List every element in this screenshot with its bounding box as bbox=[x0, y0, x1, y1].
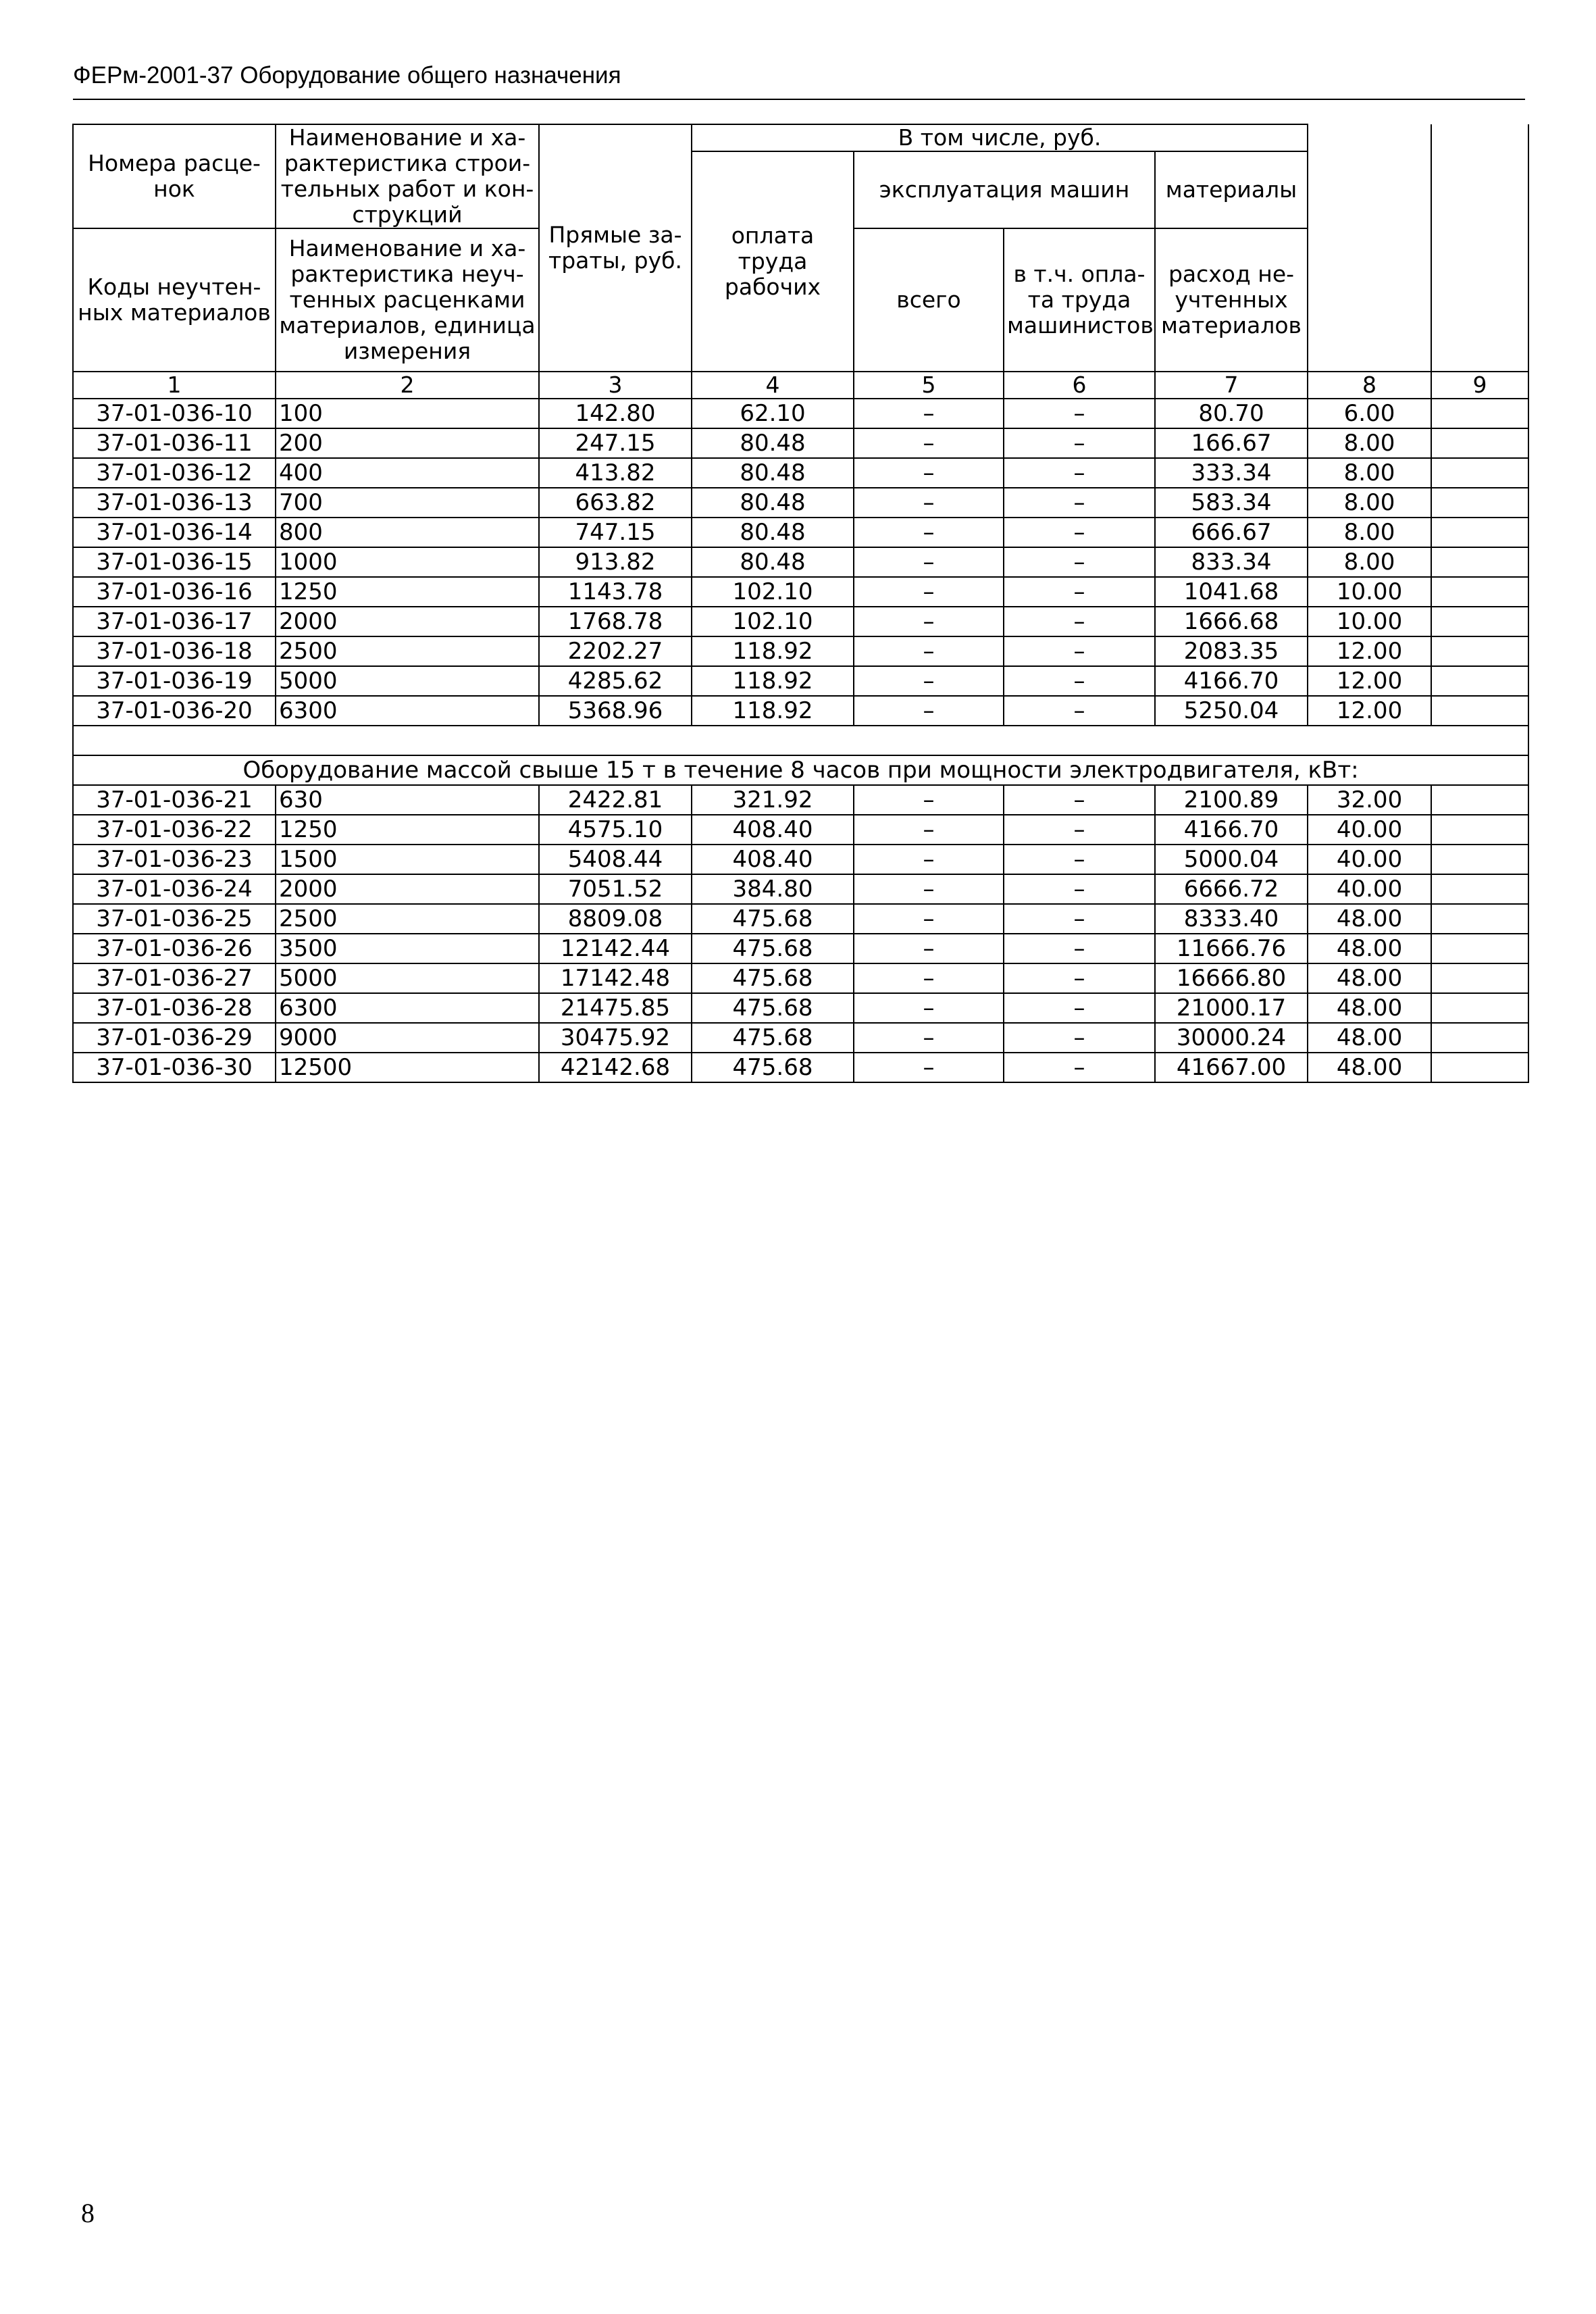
table-cell: – bbox=[854, 399, 1004, 428]
table-cell: – bbox=[1004, 518, 1155, 547]
table-cell: – bbox=[854, 607, 1004, 636]
table-cell: 80.48 bbox=[692, 488, 854, 518]
table-cell: – bbox=[854, 963, 1004, 993]
table-cell: – bbox=[854, 636, 1004, 666]
table-cell: 8.00 bbox=[1308, 488, 1431, 518]
table-row bbox=[73, 458, 1528, 488]
table-cell: – bbox=[1004, 815, 1155, 845]
column-number: 9 bbox=[1431, 372, 1528, 399]
table-cell: 32.00 bbox=[1308, 785, 1431, 815]
table-cell bbox=[1431, 815, 1528, 845]
table-cell: 48.00 bbox=[1308, 963, 1431, 993]
document-header: ФЕРм-2001-37 Оборудование общего назначения bbox=[73, 62, 621, 89]
column-number: 7 bbox=[1155, 372, 1308, 399]
section-title: Оборудование массой свыше 15 т в течение 8 часов при мощности электродвигателя, кВт: bbox=[73, 755, 1528, 785]
table-cell: 1000 bbox=[276, 547, 539, 577]
table-cell: – bbox=[1004, 547, 1155, 577]
table-cell: 9000 bbox=[276, 1023, 539, 1053]
table-cell: – bbox=[854, 428, 1004, 458]
table-cell: – bbox=[1004, 1023, 1155, 1053]
table-cell: – bbox=[854, 904, 1004, 934]
table-cell: 5408.44 bbox=[539, 845, 692, 874]
table-cell: 37-01-036-18 bbox=[73, 636, 276, 666]
column-number: 3 bbox=[539, 372, 692, 399]
column-number: 8 bbox=[1308, 372, 1431, 399]
table-row bbox=[73, 666, 1528, 696]
table-row bbox=[73, 934, 1528, 963]
table-cell bbox=[1431, 577, 1528, 607]
table-cell: 118.92 bbox=[692, 696, 854, 726]
table-cell: 102.10 bbox=[692, 607, 854, 636]
table-row bbox=[73, 785, 1528, 815]
table-cell: 2083.35 bbox=[1155, 636, 1308, 666]
table-cell: 700 bbox=[276, 488, 539, 518]
table-cell bbox=[1431, 428, 1528, 458]
table-cell: 1250 bbox=[276, 577, 539, 607]
col4-header: оплата труда рабочих bbox=[692, 151, 854, 372]
table-cell: 247.15 bbox=[539, 428, 692, 458]
table-cell: 475.68 bbox=[692, 963, 854, 993]
materials-header: материалы bbox=[1155, 151, 1308, 228]
rates-table bbox=[72, 124, 1529, 1083]
table-cell: 37-01-036-10 bbox=[73, 399, 276, 428]
table-cell: 8333.40 bbox=[1155, 904, 1308, 934]
table-cell: 630 bbox=[276, 785, 539, 815]
table-cell: 583.34 bbox=[1155, 488, 1308, 518]
table-cell: 37-01-036-14 bbox=[73, 518, 276, 547]
table-cell: 48.00 bbox=[1308, 1053, 1431, 1082]
table-cell bbox=[1431, 518, 1528, 547]
table-cell: 1143.78 bbox=[539, 577, 692, 607]
table-cell: 4166.70 bbox=[1155, 666, 1308, 696]
column-number: 4 bbox=[692, 372, 854, 399]
table-cell bbox=[1431, 458, 1528, 488]
table-cell: 102.10 bbox=[692, 577, 854, 607]
table-cell: 6300 bbox=[276, 696, 539, 726]
table-cell bbox=[1431, 963, 1528, 993]
col6-header: в т.ч. опла-та труда машинистов bbox=[1004, 228, 1155, 372]
table-cell: 37-01-036-19 bbox=[73, 666, 276, 696]
table-cell: 37-01-036-26 bbox=[73, 934, 276, 963]
table-cell: 37-01-036-20 bbox=[73, 696, 276, 726]
table-body-b bbox=[73, 785, 1528, 1082]
table-row bbox=[73, 488, 1528, 518]
table-cell: 48.00 bbox=[1308, 993, 1431, 1023]
table-cell: 80.48 bbox=[692, 547, 854, 577]
col7-header: расход не-учтенных материалов bbox=[1155, 228, 1308, 372]
table-cell: – bbox=[1004, 904, 1155, 934]
table-cell: 40.00 bbox=[1308, 845, 1431, 874]
table-cell: 62.10 bbox=[692, 399, 854, 428]
table-cell: 8809.08 bbox=[539, 904, 692, 934]
table-cell: 40.00 bbox=[1308, 815, 1431, 845]
table-cell: 200 bbox=[276, 428, 539, 458]
table-cell: – bbox=[1004, 874, 1155, 904]
table-row bbox=[73, 815, 1528, 845]
table-cell: – bbox=[854, 518, 1004, 547]
table-cell: – bbox=[854, 577, 1004, 607]
table-cell: 41667.00 bbox=[1155, 1053, 1308, 1082]
table-cell bbox=[1431, 607, 1528, 636]
table-cell: – bbox=[1004, 934, 1155, 963]
table-row bbox=[73, 874, 1528, 904]
table-cell: 8.00 bbox=[1308, 518, 1431, 547]
column-number: 6 bbox=[1004, 372, 1155, 399]
table-cell: – bbox=[1004, 963, 1155, 993]
table-cell: 12.00 bbox=[1308, 696, 1431, 726]
table-cell: 8.00 bbox=[1308, 428, 1431, 458]
table-cell: – bbox=[1004, 399, 1155, 428]
col1-top-header: Номера расце-нок bbox=[73, 124, 276, 228]
table-cell: 12500 bbox=[276, 1053, 539, 1082]
table-cell: 1250 bbox=[276, 815, 539, 845]
table-cell: 7051.52 bbox=[539, 874, 692, 904]
table-cell: 48.00 bbox=[1308, 934, 1431, 963]
table-cell bbox=[1431, 904, 1528, 934]
table-cell: 2500 bbox=[276, 904, 539, 934]
table-cell bbox=[1431, 1053, 1528, 1082]
table-cell: 4575.10 bbox=[539, 815, 692, 845]
table-cell: 833.34 bbox=[1155, 547, 1308, 577]
table-cell: 3500 bbox=[276, 934, 539, 963]
col5-header: всего bbox=[854, 228, 1004, 372]
table-cell: 21000.17 bbox=[1155, 993, 1308, 1023]
table-cell: – bbox=[854, 815, 1004, 845]
table-cell: 12.00 bbox=[1308, 666, 1431, 696]
table-cell bbox=[1431, 696, 1528, 726]
table-row bbox=[73, 607, 1528, 636]
table-cell bbox=[1431, 488, 1528, 518]
table-cell: – bbox=[854, 874, 1004, 904]
table-cell: 6300 bbox=[276, 993, 539, 1023]
table-cell: 666.67 bbox=[1155, 518, 1308, 547]
table-row bbox=[73, 547, 1528, 577]
table-cell: 663.82 bbox=[539, 488, 692, 518]
table-cell: – bbox=[854, 845, 1004, 874]
column-number: 1 bbox=[73, 372, 276, 399]
table-cell: – bbox=[854, 547, 1004, 577]
table-cell: 408.40 bbox=[692, 815, 854, 845]
table-cell: – bbox=[854, 785, 1004, 815]
table-row bbox=[73, 845, 1528, 874]
table-cell: – bbox=[854, 666, 1004, 696]
table-cell: – bbox=[1004, 458, 1155, 488]
table-cell: 6.00 bbox=[1308, 399, 1431, 428]
col1-bottom-header: Коды неучтен-ных материалов bbox=[73, 228, 276, 372]
table-cell: 5000.04 bbox=[1155, 845, 1308, 874]
table-cell: 2500 bbox=[276, 636, 539, 666]
table-cell: 42142.68 bbox=[539, 1053, 692, 1082]
table-cell: 37-01-036-23 bbox=[73, 845, 276, 874]
table-cell: 4166.70 bbox=[1155, 815, 1308, 845]
table-cell: 37-01-036-12 bbox=[73, 458, 276, 488]
table-cell: 37-01-036-21 bbox=[73, 785, 276, 815]
table-cell bbox=[1431, 874, 1528, 904]
table-cell: – bbox=[1004, 607, 1155, 636]
table-cell: – bbox=[854, 458, 1004, 488]
table-cell: 37-01-036-13 bbox=[73, 488, 276, 518]
col2-bottom-header: Наименование и ха-рактеристика неуч-тенных расценками материалов, единица измерения bbox=[276, 228, 539, 372]
table-cell: 37-01-036-22 bbox=[73, 815, 276, 845]
table-cell: 475.68 bbox=[692, 904, 854, 934]
table-cell: 1666.68 bbox=[1155, 607, 1308, 636]
table-cell: 384.80 bbox=[692, 874, 854, 904]
table-cell: – bbox=[1004, 428, 1155, 458]
table-cell: 118.92 bbox=[692, 636, 854, 666]
table-cell: 475.68 bbox=[692, 1053, 854, 1082]
table-cell: 16666.80 bbox=[1155, 963, 1308, 993]
table-cell: – bbox=[1004, 1053, 1155, 1082]
table-cell: 12142.44 bbox=[539, 934, 692, 963]
table-cell: 100 bbox=[276, 399, 539, 428]
table-cell: – bbox=[854, 488, 1004, 518]
table-cell: 37-01-036-11 bbox=[73, 428, 276, 458]
table-cell: 80.48 bbox=[692, 458, 854, 488]
table-cell: – bbox=[854, 696, 1004, 726]
table-cell: 37-01-036-16 bbox=[73, 577, 276, 607]
table-cell: – bbox=[1004, 785, 1155, 815]
table-cell: 333.34 bbox=[1155, 458, 1308, 488]
table-row bbox=[73, 518, 1528, 547]
table-body-a bbox=[73, 399, 1528, 726]
table-cell: 408.40 bbox=[692, 845, 854, 874]
table-cell: 142.80 bbox=[539, 399, 692, 428]
table-cell bbox=[1431, 785, 1528, 815]
table-cell: 2100.89 bbox=[1155, 785, 1308, 815]
table-cell: 800 bbox=[276, 518, 539, 547]
table-cell: – bbox=[854, 1053, 1004, 1082]
table-cell: 1768.78 bbox=[539, 607, 692, 636]
col3-header: Прямые за-траты, руб. bbox=[539, 124, 692, 372]
table-cell: 8.00 bbox=[1308, 547, 1431, 577]
section-block bbox=[73, 726, 1528, 785]
table-row bbox=[73, 428, 1528, 458]
table-row bbox=[73, 399, 1528, 428]
table-cell: – bbox=[854, 934, 1004, 963]
table-cell: 37-01-036-28 bbox=[73, 993, 276, 1023]
table-row bbox=[73, 993, 1528, 1023]
table-row bbox=[73, 636, 1528, 666]
table-cell: 17142.48 bbox=[539, 963, 692, 993]
col2-top-header: Наименование и ха-рактеристика строи-тельных работ и кон-струкций bbox=[276, 124, 539, 228]
table-row bbox=[73, 696, 1528, 726]
table-cell: 80.70 bbox=[1155, 399, 1308, 428]
table-cell: 37-01-036-17 bbox=[73, 607, 276, 636]
table-cell: 11666.76 bbox=[1155, 934, 1308, 963]
table-cell bbox=[1431, 1023, 1528, 1053]
table-cell: 10.00 bbox=[1308, 577, 1431, 607]
table-row bbox=[73, 1023, 1528, 1053]
table-cell: 400 bbox=[276, 458, 539, 488]
table-cell: 8.00 bbox=[1308, 458, 1431, 488]
table-cell: 413.82 bbox=[539, 458, 692, 488]
table-cell: 5000 bbox=[276, 666, 539, 696]
table-cell: – bbox=[1004, 993, 1155, 1023]
table-cell: 5250.04 bbox=[1155, 696, 1308, 726]
table-cell: 2422.81 bbox=[539, 785, 692, 815]
table-cell: 1500 bbox=[276, 845, 539, 874]
table-cell: 4285.62 bbox=[539, 666, 692, 696]
table-cell bbox=[1431, 399, 1528, 428]
table-cell: 166.67 bbox=[1155, 428, 1308, 458]
table-cell: 37-01-036-25 bbox=[73, 904, 276, 934]
table-cell: 48.00 bbox=[1308, 904, 1431, 934]
table-cell: 5000 bbox=[276, 963, 539, 993]
table-cell: 475.68 bbox=[692, 993, 854, 1023]
table-cell: – bbox=[1004, 696, 1155, 726]
table-cell: – bbox=[1004, 666, 1155, 696]
table-cell bbox=[1431, 666, 1528, 696]
table-cell bbox=[1431, 845, 1528, 874]
table-cell: 37-01-036-15 bbox=[73, 547, 276, 577]
table-cell: 10.00 bbox=[1308, 607, 1431, 636]
table-cell: 48.00 bbox=[1308, 1023, 1431, 1053]
table-cell: 37-01-036-30 bbox=[73, 1053, 276, 1082]
table-cell: 80.48 bbox=[692, 428, 854, 458]
table-cell: 118.92 bbox=[692, 666, 854, 696]
table-cell bbox=[1431, 547, 1528, 577]
table-cell: 30000.24 bbox=[1155, 1023, 1308, 1053]
table-cell: 2202.27 bbox=[539, 636, 692, 666]
table-cell: 2000 bbox=[276, 607, 539, 636]
table-cell: – bbox=[1004, 488, 1155, 518]
table-cell: 37-01-036-24 bbox=[73, 874, 276, 904]
table-cell: 913.82 bbox=[539, 547, 692, 577]
table-cell: 475.68 bbox=[692, 1023, 854, 1053]
table-cell: – bbox=[1004, 845, 1155, 874]
table-cell: 2000 bbox=[276, 874, 539, 904]
table-cell: 321.92 bbox=[692, 785, 854, 815]
table-cell: 40.00 bbox=[1308, 874, 1431, 904]
table-cell: 12.00 bbox=[1308, 636, 1431, 666]
table-row bbox=[73, 1053, 1528, 1082]
table-row bbox=[73, 577, 1528, 607]
table-cell: – bbox=[854, 993, 1004, 1023]
column-number: 2 bbox=[276, 372, 539, 399]
table-row bbox=[73, 963, 1528, 993]
table-row bbox=[73, 904, 1528, 934]
group-header: В том числе, руб. bbox=[692, 124, 1308, 151]
table-cell: 80.48 bbox=[692, 518, 854, 547]
table-cell: 747.15 bbox=[539, 518, 692, 547]
table-cell: 37-01-036-27 bbox=[73, 963, 276, 993]
table-cell bbox=[1431, 993, 1528, 1023]
table-cell: 30475.92 bbox=[539, 1023, 692, 1053]
table-cell: 37-01-036-29 bbox=[73, 1023, 276, 1053]
header-rule bbox=[73, 99, 1525, 100]
table-cell: 21475.85 bbox=[539, 993, 692, 1023]
table-cell: 5368.96 bbox=[539, 696, 692, 726]
table-cell: – bbox=[1004, 636, 1155, 666]
page-number: 8 bbox=[81, 2198, 95, 2228]
table-cell: – bbox=[854, 1023, 1004, 1053]
table-cell: 1041.68 bbox=[1155, 577, 1308, 607]
table-cell: – bbox=[1004, 577, 1155, 607]
table-cell bbox=[1431, 934, 1528, 963]
table-cell: 6666.72 bbox=[1155, 874, 1308, 904]
column-number: 5 bbox=[854, 372, 1004, 399]
machines-header: эксплуатация машин bbox=[854, 151, 1155, 228]
table-cell: 475.68 bbox=[692, 934, 854, 963]
table-cell bbox=[1431, 636, 1528, 666]
